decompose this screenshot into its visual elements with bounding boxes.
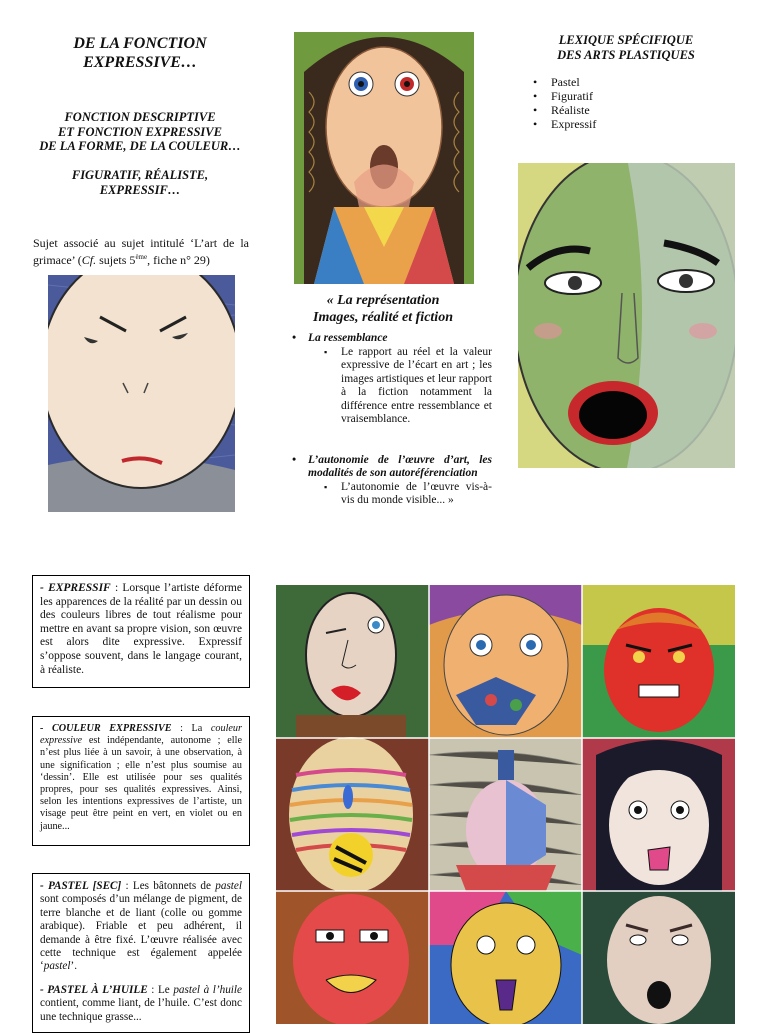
grid-artwork-8	[429, 891, 582, 1024]
pastel-huile	[40, 984, 242, 1024]
item-title: La ressemblance	[308, 332, 388, 344]
lexicon-title	[520, 33, 732, 62]
definition-text: contient, comme liant, de l’huile. C’est donc une technique grasse...	[40, 997, 242, 1023]
definition-text: : Le	[147, 983, 174, 996]
lexicon-title-line: DES ARTS PLASTIQUES	[557, 47, 695, 62]
lexicon-item: • Pastel	[533, 75, 596, 89]
definition-text: : Lorsque l’artiste déforme les apparences de la réalité par un dessin ou des couleurs libres de tout réalisme pour mettre en avant sa propre vision, son œuvre est alors dite expressive. Expressif s’oppose souvent, dans le langage courant, à réaliste.	[40, 582, 242, 676]
definition-italic: pastel à l’huile	[173, 983, 242, 996]
list-item-autonomie	[290, 454, 492, 481]
sub-item	[290, 346, 492, 427]
definition-italic: pastel	[215, 880, 242, 892]
definition-pastel	[32, 873, 250, 1033]
artwork-grid	[276, 585, 735, 1024]
lexicon-item: • Réaliste	[533, 103, 596, 117]
grid-artwork-5	[429, 738, 582, 891]
subtitle-line: FIGURATIF, RÉALISTE,	[71, 168, 209, 182]
grid-artwork-1	[276, 585, 429, 738]
item-text: L’autonomie de l’œuvre vis-à-vis du monde visible... »	[341, 480, 492, 506]
subtitle-line: ET FONCTION EXPRESSIVE	[58, 124, 222, 139]
item-text: Le rapport au réel et la valeur expressive de l’écart en art ; les images artistiques et leur rapport à la fiction notamment la différence entre ressemblance et vraisemblance.	[341, 345, 492, 425]
definition-text: : Les bâtonnets de	[121, 880, 216, 892]
subject-note	[33, 236, 249, 267]
lexicon-item: • Expressif	[533, 117, 596, 131]
grid-artwork-3	[582, 585, 735, 738]
page-title	[40, 34, 240, 72]
definition-italic: couleur expressive	[40, 723, 242, 747]
definition-couleur-expressive	[32, 716, 250, 846]
quote-heading	[300, 292, 466, 326]
artwork-covering-mouth	[294, 32, 474, 284]
title-line: DE LA FONCTION	[73, 35, 207, 52]
artwork-pale-face	[48, 275, 235, 512]
pastel-sec	[40, 880, 242, 974]
definition-italic: pastel	[43, 960, 71, 973]
grid-artwork-4	[276, 737, 429, 893]
term: - COULEUR EXPRESSIVE	[40, 723, 172, 734]
note-text: sujets 5	[96, 253, 136, 267]
definition-text: : La	[171, 723, 211, 734]
title-line: EXPRESSIVE…	[83, 54, 197, 71]
lexicon-title-line: LEXIQUE SPÉCIFIQUE	[558, 33, 694, 47]
term: - PASTEL À L’HUILE	[40, 983, 148, 996]
program-list	[290, 332, 492, 508]
definition-text: ’.	[70, 960, 77, 973]
note-text: Sujet associé au sujet intitulé ‘L’art de la grimace’ (	[33, 236, 249, 267]
lexicon-list	[533, 75, 596, 131]
note-text: , fiche n° 29)	[147, 253, 210, 267]
subtitle	[30, 110, 250, 154]
definition-text: sont composés d’un mélange de pigment, de terre blanche et de liant (colle ou gomme arabique). Friable et peu adhérent, il demande à être fixé. L’œuvre réalisée avec cette technique est également appelée ‘	[40, 893, 242, 973]
grid-artwork-7	[276, 891, 429, 1024]
list-item-ressemblance	[290, 332, 492, 346]
note-cf: Cf.	[81, 253, 97, 267]
subtitle-2	[40, 168, 240, 197]
note-sup: ème	[135, 253, 148, 261]
grid-artwork-9	[582, 891, 735, 1024]
artwork-two-tone-face	[518, 163, 735, 468]
term: - EXPRESSIF	[40, 582, 111, 594]
subtitle-line: FONCTION DESCRIPTIVE	[64, 110, 216, 124]
subtitle-line: DE LA FORME, DE LA COULEUR…	[39, 139, 241, 153]
sub-item	[290, 481, 492, 508]
definition-expressif	[32, 575, 250, 688]
subtitle-line: EXPRESSIF…	[99, 182, 181, 197]
quote-line: Images, réalité et fiction	[313, 310, 453, 325]
grid-artwork-2	[429, 585, 582, 738]
quote-line: « La représentation	[326, 293, 440, 308]
grid-artwork-6	[582, 738, 735, 891]
lexicon-item: • Figuratif	[533, 89, 596, 103]
definition-text: est indépendante, autonome ; elle n’est plus liée à un savoir, à une observation, à une signification ; elle n’est plus soumise au ‘dessin’. Elle est utilisée pour ses qualités propres, pour ses qualités expressives. Ainsi, selon les intentions expressives de l’artiste, un visage peut être peint en vert, en violet ou en jaune...	[40, 735, 242, 832]
item-title: L’autonomie de l’œuvre d’art, les modalités de son autoréférenciation	[308, 453, 492, 479]
term: - PASTEL [SEC]	[40, 880, 122, 892]
